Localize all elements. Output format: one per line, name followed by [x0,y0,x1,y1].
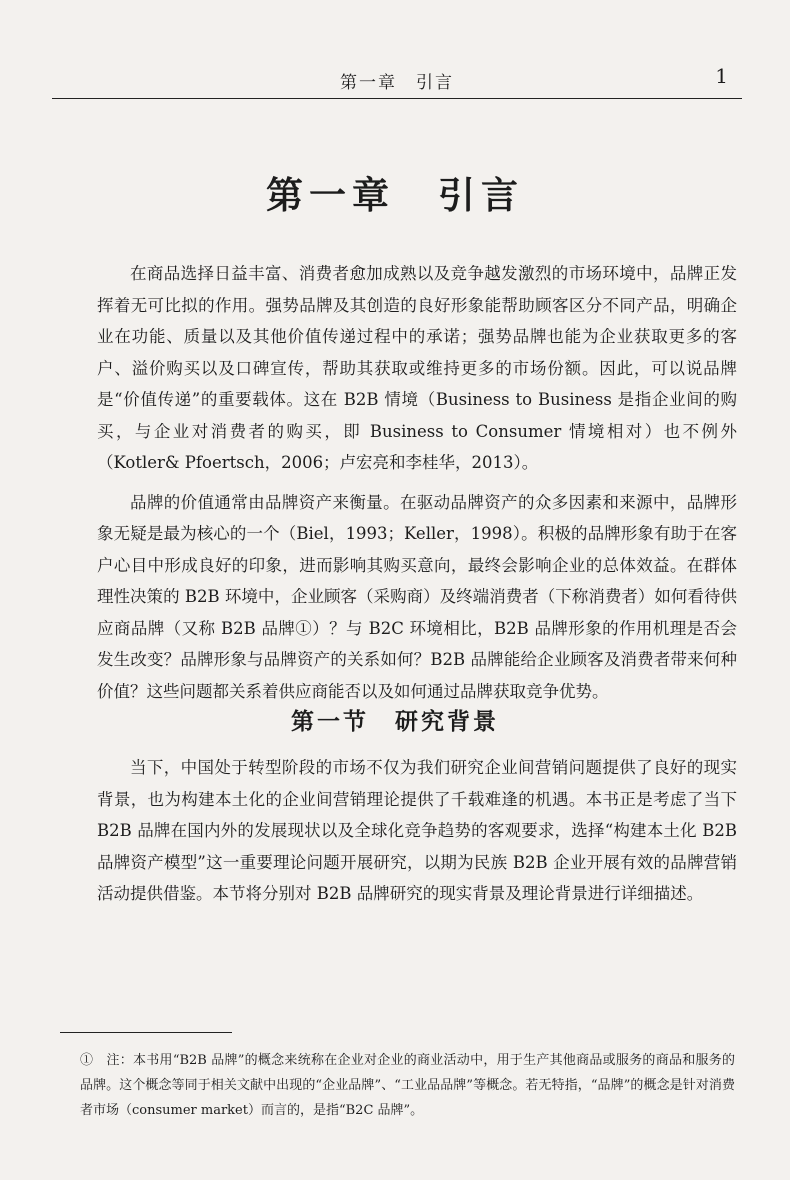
chapter-title: 第一章 引言 [266,174,524,217]
header-rule [52,98,742,99]
footnote: ① 注：本书用“B2B 品牌”的概念来统称在企业对企业的商业活动中，用于生产其他商品或服务的商品和服务的品牌。这个概念等同于相关文献中出现的“企业品牌”、“工业品品牌”等概念。若无特指，“品牌”的概念是针对消费者市场（consumer market）而言的，是指“B2C 品牌”。 [80,1053,735,1118]
running-header [52,62,742,96]
footnote-rule [60,1032,232,1033]
intro-paragraph-2: 品牌的价值通常由品牌资产来衡量。在驱动品牌资产的众多因素和来源中，品牌形象无疑是最为核心的一个（Biel，1993；Keller，1998）。积极的品牌形象有助于在客户心目中形成良好的印象，进而影响其购买意向，最终会影响企业的总体效益。在群体理性决策的 B2B 环境中，企业顾客（采购商）及终端消费者（下称消费者）如何看待供应商品牌（又称 B2B 品牌①）？与 B2C 环境相比，B2B 品牌形象的作用机理是否会发生改变？品牌形象与品牌资产的关系如何？B2B 品牌能给企业顾客及消费者带来何种价值？这些问题都关系着供应商能否以及如何通过品牌获取竞争优势。 [97,492,737,701]
section-title: 第一节 研究背景 [291,709,499,735]
intro-text [97,258,737,707]
intro-paragraph-1: 在商品选择日益丰富、消费者愈加成熟以及竞争越发激烈的市场环境中，品牌正发挥着无可比拟的作用。强势品牌及其创造的良好形象能帮助顾客区分不同产品，明确企业在功能、质量以及其他价值传递过程中的承诺；强势品牌也能为企业获取更多的客户、溢价购买以及口碑宣传，帮助其获取或维持更多的市场份额。因此，可以说品牌是“价值传递”的重要载体。这在 B2B 情境（Business to Business 是指企业间的购买，与企业对消费者的购买，即 Business to Consumer 情境相对）也不例外（Kotler& Pfoertsch，2006；卢宏亮和李桂华，2013）。 [97,264,737,472]
page-number: 1 [715,64,728,88]
running-header-chapter: 第一章 引言 [340,73,454,93]
section-text [97,752,737,910]
section-paragraph-1: 当下，中国处于转型阶段的市场不仅为我们研究企业间营销问题提供了良好的现实背景，也为构建本土化的企业间营销理论提供了千载难逢的机遇。本书正是考虑了当下 B2B 品牌在国内外的发展现状以及全球化竞争趋势的客观要求，选择“构建本土化 B2B 品牌资产模型”这一重要理论问题开展研究，以期为民族 B2B 企业开展有效的品牌营销活动提供借鉴。本节将分别对 B2B 品牌研究的现实背景及理论背景进行详细描述。 [97,758,737,903]
